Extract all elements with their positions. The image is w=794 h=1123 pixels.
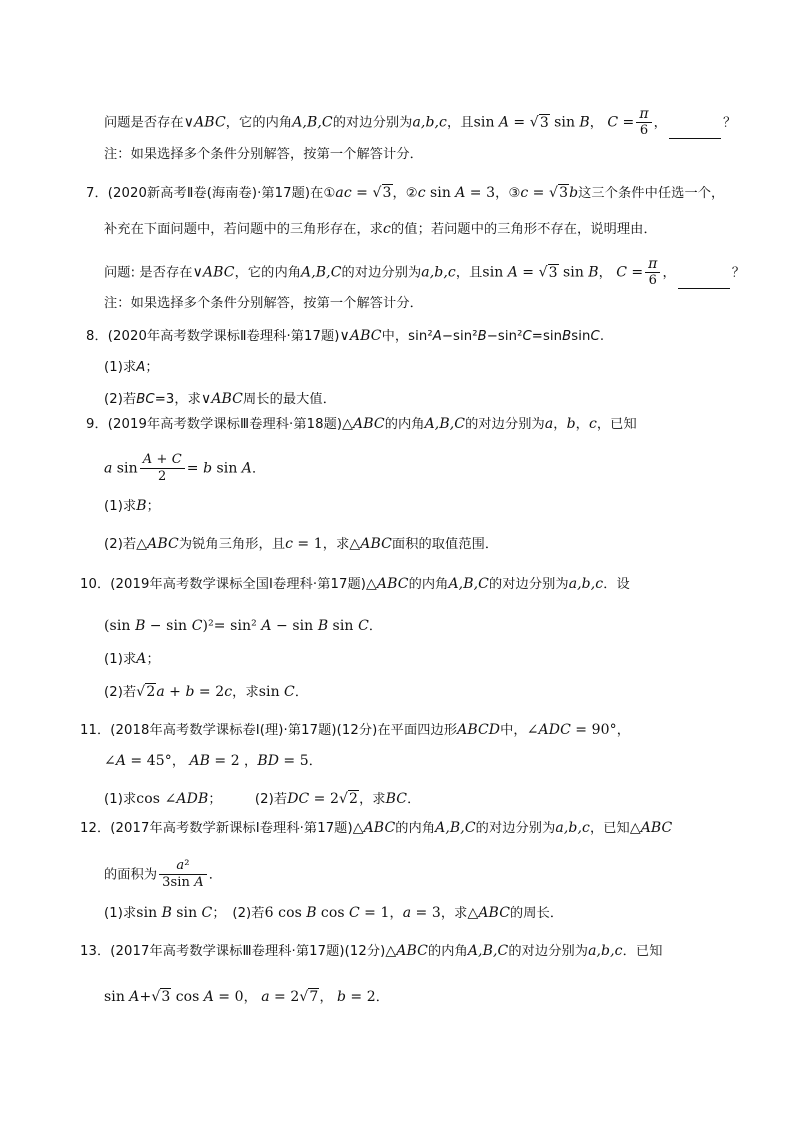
question-9-equation: a sin $\frac{A + C}{2}$ = b sin A． (104, 452, 266, 484)
text: 问题是否存在 (104, 115, 184, 131)
question-11-parts: (1)求cos ∠ADB； (2)若DC = 2√2，求BC． (104, 791, 421, 807)
question-10-part-2: (2)若√2a + b = 2c，求sin C． (104, 684, 309, 700)
question-8-part-2: (2)若BC=3，求∨ABC周长的最大值． (104, 391, 337, 407)
question-12-area: 的面积为 $\frac{\text{a²}}{\text{3sin A}}$ ． (104, 858, 223, 890)
question-7-header: 7．(2020新高考Ⅱ卷(海南卷)·第17题)在①ac = √3，②c sin A = 3，③c = √3b这三个条件中任选一个， (86, 185, 725, 201)
question-7-text: 补充在下面问题中，若问题中的三角形存在，求c的值；若问题中的三角形不存在，说明理由． (104, 221, 657, 237)
question-11-header: 11．(2018年高考数学课标卷Ⅰ(理)·第17题)(12分)在平面四边形ABCD中，∠ADC = 90°， (80, 722, 630, 738)
question-10-equation: (sin B − sin C)²= sin² A − sin B sin C． (104, 618, 383, 634)
question-7-note: 注：如果选择多个条件分别解答，按第一个解答计分． (104, 296, 423, 311)
note-line: 注：如果选择多个条件分别解答，按第一个解答计分． (104, 147, 423, 162)
question-11-given: ∠A = 45°， AB = 2 ，BD = 5． (104, 753, 323, 769)
question-12-header: 12．(2017年高考数学新课标Ⅰ卷理科·第17题)△ABC的内角A,B,C的对边分别为a,b,c，已知△ABC (80, 820, 673, 836)
question-10-part-1: (1)求A； (104, 651, 160, 667)
question-8-header: 8．(2020年高考数学课标Ⅱ卷理科·第17题)∨ABC中，sin²A−sin²B−sin²C=sinBsinC. (86, 328, 605, 344)
question-9-part-1: (1)求B； (104, 498, 160, 514)
answer-blank[interactable] (678, 274, 730, 289)
question-10-header: 10．(2019年高考数学课标全国Ⅰ卷理科·第17题)△ABC的内角A,B,C的对边分别为a,b,c．设 (80, 576, 630, 592)
question-7-problem: 问题: 是否存在∨ABC，它的内角A,B,C的对边分别为a,b,c，且sin A = √3 sin B， C = $\frac{\pi}{6}$ ， ？ (104, 256, 746, 288)
question-12-parts: (1)求sin B sin C； (2)若6 cos B cos C = 1，a = 3，求△ABC的周长． (104, 905, 564, 921)
problem-statement-line: 问题是否存在∨ABC，它的内角A,B,C的对边分别为a,b,c，且sin A = √3 sin B， C = $\frac{\pi}{6}$ ， ？ (104, 106, 737, 138)
question-13-given: sin A+√3 cos A = 0， a = 2√7， b = 2． (104, 989, 390, 1005)
answer-blank[interactable] (669, 124, 721, 139)
question-8-part-1: (1)求A； (104, 360, 159, 375)
question-9-part-2: (2)若△ABC为锐角三角形，且c = 1，求△ABC面积的取值范围． (104, 536, 499, 552)
question-13-header: 13．(2017年高考数学课标Ⅲ卷理科·第17题)(12分)△ABC的内角A,B,C的对边分别为a,b,c．已知 (80, 943, 663, 959)
question-9-header: 9．(2019年高考数学课标Ⅲ卷理科·第18题)△ABC的内角A,B,C的对边分别为a，b，c，已知 (86, 416, 637, 432)
